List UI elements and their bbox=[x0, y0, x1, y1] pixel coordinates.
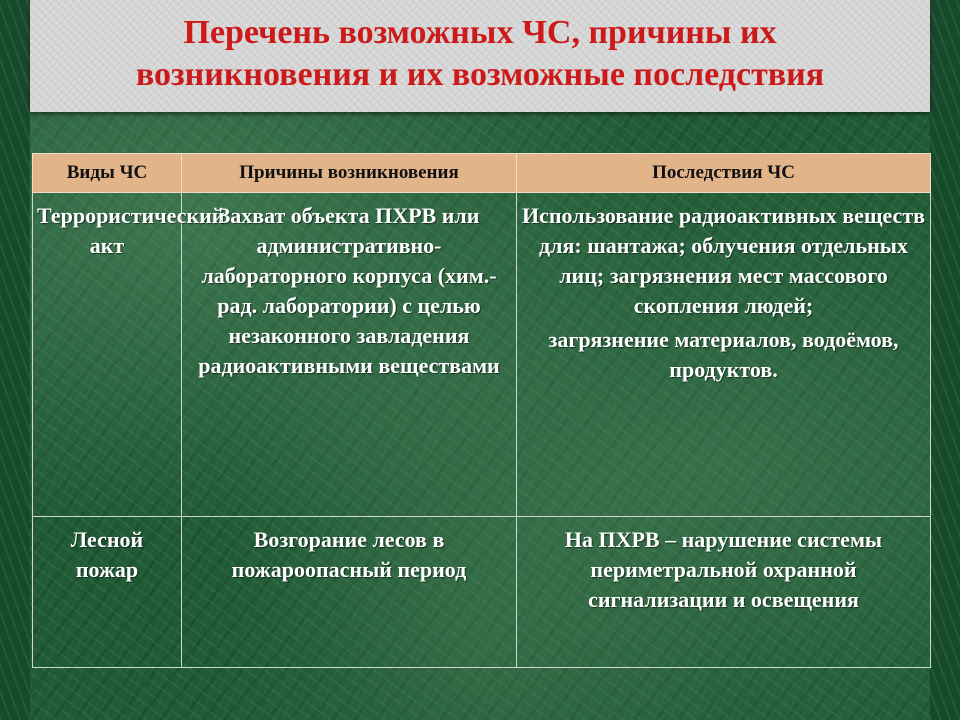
slide-title bbox=[30, 12, 930, 96]
consequence-text: На ПХРВ – нарушение системы периметральной охранной сигнализации и освещения bbox=[564, 527, 883, 612]
table-row bbox=[33, 517, 931, 668]
header-causes: Причины возникновения bbox=[182, 154, 517, 193]
right-marble-border bbox=[930, 0, 960, 720]
cell-consequences bbox=[517, 193, 931, 517]
cell-cause: Захват объекта ПХРВ или административно-лабораторного корпуса (хим.-рад. лаборатории) с целью незаконного завладения радиоактивными веществами bbox=[182, 193, 517, 517]
cell-cause: Возгорание лесов в пожароопасный период bbox=[182, 517, 517, 668]
emergency-table-container bbox=[32, 153, 930, 668]
header-consequences: Последствия ЧС bbox=[517, 154, 931, 193]
cell-consequences bbox=[517, 517, 931, 668]
table-row bbox=[33, 193, 931, 517]
table-header-row bbox=[33, 154, 931, 193]
title-line-2: возникновения и их возможные последствия bbox=[135, 56, 825, 93]
header-emergency-type: Виды ЧС bbox=[33, 154, 182, 193]
cell-emergency-type: Террористический акт bbox=[33, 193, 182, 517]
title-bar bbox=[30, 0, 930, 112]
title-line-1: Перечень возможных ЧС, причины их bbox=[183, 14, 777, 51]
left-marble-border bbox=[0, 0, 30, 720]
consequence-text: загрязнение материалов, водоёмов, продуктов. bbox=[548, 327, 899, 382]
consequence-text: Использование радиоактивных веществ для: шантажа; облучения отдельных лиц; загрязнения мест массового скопления людей; bbox=[521, 203, 926, 318]
emergency-table bbox=[32, 153, 931, 668]
cell-emergency-type: Лесной пожар bbox=[33, 517, 182, 668]
